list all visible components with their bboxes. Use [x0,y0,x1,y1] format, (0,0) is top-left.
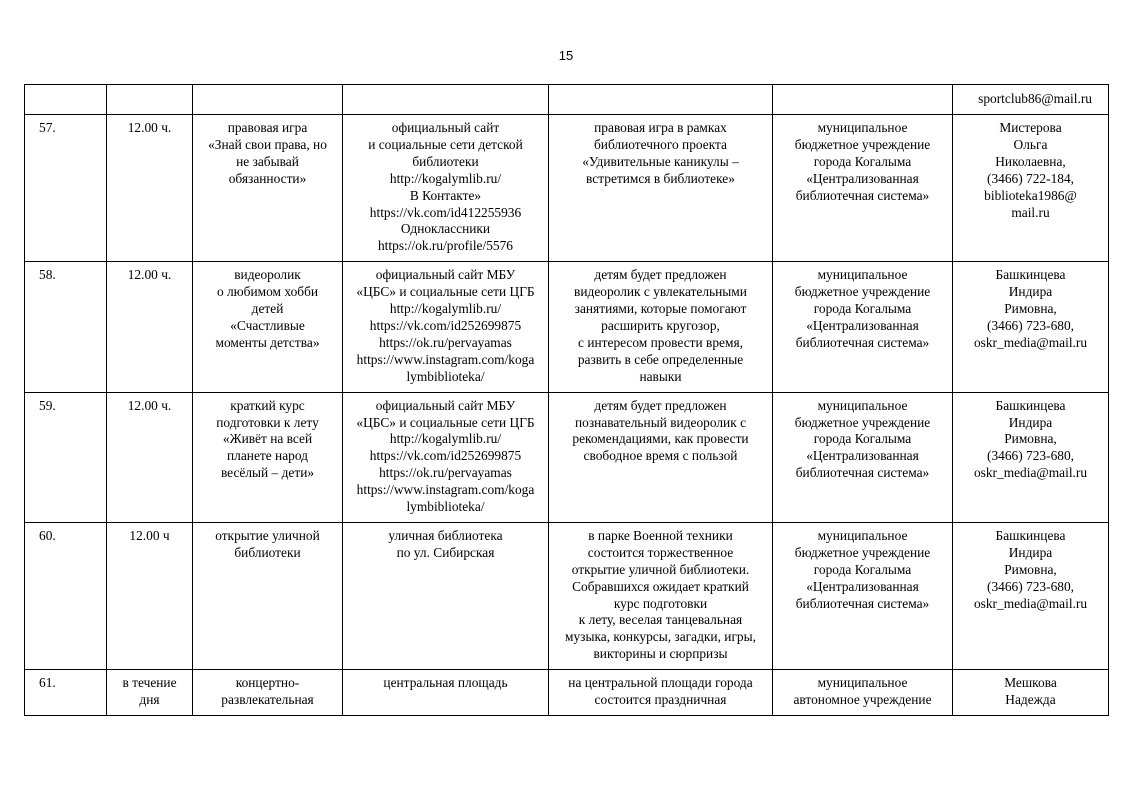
table-row [25,262,1109,392]
description-cell [549,85,773,115]
row-number-cell [25,85,107,115]
venue-cell [343,85,549,115]
organizer-cell [773,85,953,115]
table-row [25,85,1109,115]
description-cell: правовая игра в рамках библиотечного проекта «Удивительные каникулы – встретимся в библиотеке» [549,115,773,262]
venue-cell: центральная площадь [343,670,549,716]
time-cell: в течение дня [107,670,193,716]
description-cell: в парке Военной техники состоится торжественное открытие уличной библиотеки. Собравшихся ожидает краткий курс подготовки к лету, веселая танцевальная музыка, конкурсы, загадки, игры, викторины и сюрпризы [549,522,773,669]
contact-cell: Башкинцева Индира Римовна, (3466) 723-680, oskr_media@mail.ru [953,392,1109,522]
event-name-cell: открытие уличной библиотеки [193,522,343,669]
contact-cell: Башкинцева Индира Римовна, (3466) 723-680, oskr_media@mail.ru [953,522,1109,669]
row-number-cell: 57. [25,115,107,262]
page-number: 15 [558,48,574,63]
row-number-cell: 61. [25,670,107,716]
organizer-cell: муниципальное автономное учреждение [773,670,953,716]
venue-cell: официальный сайт МБУ «ЦБС» и социальные сети ЦГБ http://kogalymlib.ru/ https://vk.com/id252699875 https://ok.ru/pervayamas https://www.instagram.com/koga lymbiblioteka/ [343,392,549,522]
event-name-cell: правовая игра «Знай свои права, но не забывай обязанности» [193,115,343,262]
events-table [24,84,1109,716]
time-cell: 12.00 ч. [107,115,193,262]
venue-cell: уличная библиотека по ул. Сибирская [343,522,549,669]
event-name-cell: видеоролик о любимом хобби детей «Счастливые моменты детства» [193,262,343,392]
contact-cell: Мешкова Надежда [953,670,1109,716]
venue-cell: официальный сайт и социальные сети детской библиотеки http://kogalymlib.ru/ В Контакте» https://vk.com/id412255936 Одноклассники https://ok.ru/profile/5576 [343,115,549,262]
event-name-cell: краткий курс подготовки к лету «Живёт на всей планете народ весёлый – дети» [193,392,343,522]
organizer-cell: муниципальное бюджетное учреждение города Когалыма «Централизованная библиотечная система» [773,392,953,522]
venue-cell: официальный сайт МБУ «ЦБС» и социальные сети ЦГБ http://kogalymlib.ru/ https://vk.com/id252699875 https://ok.ru/pervayamas https://www.instagram.com/koga lymbiblioteka/ [343,262,549,392]
row-number-cell: 58. [25,262,107,392]
row-number-cell: 60. [25,522,107,669]
time-cell: 12.00 ч [107,522,193,669]
table-row [25,115,1109,262]
row-number-cell: 59. [25,392,107,522]
organizer-cell: муниципальное бюджетное учреждение города Когалыма «Централизованная библиотечная система» [773,522,953,669]
organizer-cell: муниципальное бюджетное учреждение города Когалыма «Централизованная библиотечная система» [773,115,953,262]
table-row [25,522,1109,669]
description-cell: детям будет предложен видеоролик с увлекательными занятиями, которые помогают расширить кругозор, с интересом провести время, развить в себе определенные навыки [549,262,773,392]
table-row [25,670,1109,716]
organizer-cell: муниципальное бюджетное учреждение города Когалыма «Централизованная библиотечная система» [773,262,953,392]
contact-cell: Мистерова Ольга Николаевна, (3466) 722-184, biblioteka1986@ mail.ru [953,115,1109,262]
time-cell: 12.00 ч. [107,392,193,522]
contact-cell: Башкинцева Индира Римовна, (3466) 723-680, oskr_media@mail.ru [953,262,1109,392]
time-cell: 12.00 ч. [107,262,193,392]
table-row [25,392,1109,522]
event-name-cell: концертно- развлекательная [193,670,343,716]
event-name-cell [193,85,343,115]
description-cell: на центральной площади города состоится праздничная [549,670,773,716]
contact-cell: sportclub86@mail.ru [953,85,1109,115]
time-cell [107,85,193,115]
description-cell: детям будет предложен познавательный видеоролик с рекомендациями, как провести свободное время с пользой [549,392,773,522]
